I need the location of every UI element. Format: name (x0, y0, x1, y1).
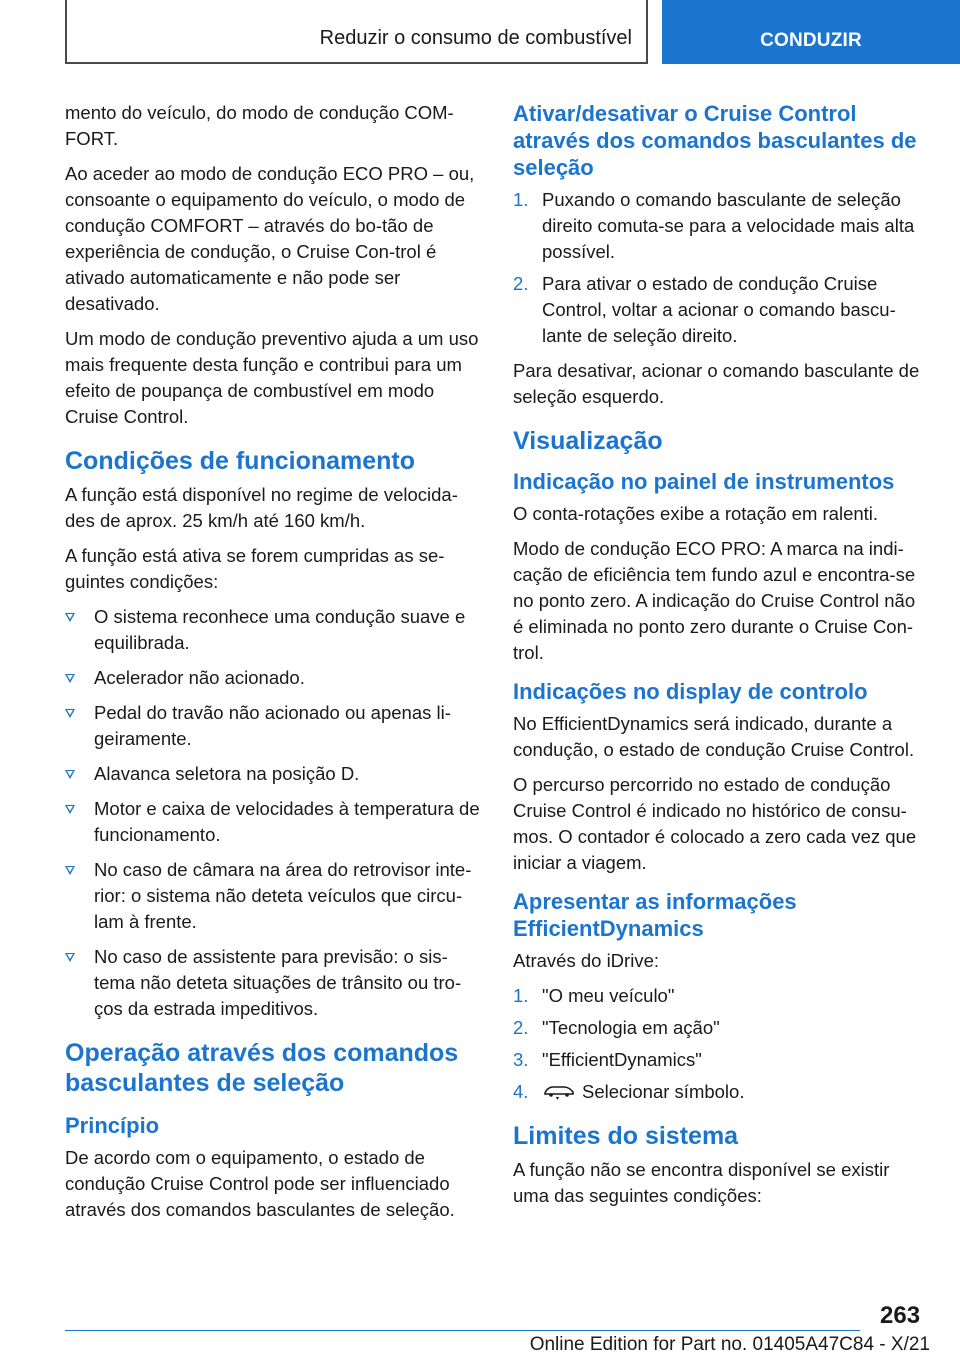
heading-operation: Operação através dos comandos basculantes de seleção (65, 1039, 459, 1097)
list-item: Alavanca seletora na posição D. (65, 761, 480, 787)
list-item: Acelerador não acionado. (65, 665, 480, 691)
heading-limits: Limites do sistema (513, 1122, 739, 1150)
paragraph: A função está ativa se forem cumpridas as se-guintes condições: (65, 545, 445, 592)
conditions-list (65, 604, 480, 1022)
heading-info: Apresentar as informações EfficientDynamics (513, 889, 797, 941)
triangle-bullet-icon (65, 805, 75, 814)
list-item: 3. "EfficientDynamics" (513, 1049, 702, 1070)
chapter-title: Reduzir o consumo de combustível (319, 27, 632, 49)
paragraph: Um modo de condução preventivo ajuda a um uso mais frequente desta função e contribui para um efeito de poupança de combustível em modo Cruise Control. (65, 328, 479, 427)
list-item: Pedal do travão não acionado ou apenas li-geiramente. (65, 700, 480, 752)
section-label: CONDUZIR (760, 30, 862, 51)
triangle-bullet-icon (65, 613, 75, 622)
edition-info: Online Edition for Part no. 01405A47C84 - X/21 (529, 1334, 930, 1355)
list-item: 1. Puxando o comando basculante de seleção direito comuta-se para a velocidade mais alta possível. (513, 189, 915, 262)
footer-divider (65, 1330, 860, 1331)
paragraph: Modo de condução ECO PRO: A marca na indi-cação de eficiência tem fundo azul e encontra-se no ponto zero. A indicação do Cruise Control não é eliminada no ponto zero durante o Cruise Con-trol. (513, 538, 916, 663)
triangle-bullet-icon (65, 674, 75, 683)
list-item: No caso de câmara na área do retrovisor inte-rior: o sistema não deteta veículos que circu-lam à frente. (65, 857, 480, 935)
heading-instrument: Indicação no painel de instrumentos (513, 469, 895, 494)
heading-activate: Ativar/desativar o Cruise Control através dos comandos basculantes de seleção (513, 101, 917, 180)
triangle-bullet-icon (65, 770, 75, 779)
paragraph: A função está disponível no regime de velocida-des de aprox. 25 km/h até 160 km/h. (65, 484, 458, 531)
page-number: 263 (880, 1302, 921, 1329)
paragraph: Ao aceder ao modo de condução ECO PRO – ou, consoante o equipamento do veículo, o modo de condução COMFORT – através do bo-tão de experiência de condução, o Cruise Con-trol é ativado automaticamente e não pode ser desativado. (65, 163, 475, 314)
paragraph: De acordo com o equipamento, o estado de condução Cruise Control pode ser influenciado através dos comandos basculantes de seleção. (65, 1147, 455, 1220)
triangle-bullet-icon (65, 953, 75, 962)
paragraph: mento do veículo, do modo de condução COM-FORT. (65, 102, 454, 149)
chapter-header (65, 0, 648, 64)
activate-steps (513, 187, 928, 349)
car-symbol-icon (542, 1081, 576, 1101)
idrive-steps (513, 983, 928, 1105)
list-item: No caso de assistente para previsão: o sis-tema não deteta situações de trânsito ou tro-ços da estrada impeditivos. (65, 944, 480, 1022)
triangle-bullet-icon (65, 709, 75, 718)
right-column (513, 100, 928, 1218)
section-tab (662, 0, 960, 64)
heading-control-display: Indicações no display de controlo (513, 679, 868, 704)
heading-conditions: Condições de funcionamento (65, 447, 416, 475)
paragraph: O conta-rotações exibe a rotação em ralenti. (513, 503, 879, 524)
list-item: 2. "Tecnologia em ação" (513, 1017, 720, 1038)
paragraph: No EfficientDynamics será indicado, durante a condução, o estado de condução Cruise Control. (513, 713, 915, 760)
list-item: Motor e caixa de velocidades à temperatura de funcionamento. (65, 796, 480, 848)
list-item: O sistema reconhece uma condução suave e equilibrada. (65, 604, 480, 656)
paragraph: A função não se encontra disponível se existir uma das seguintes condições: (513, 1159, 890, 1206)
list-item: 2. Para ativar o estado de condução Cruise Control, voltar a acionar o comando bascu-lante de seleção direito. (513, 273, 896, 346)
paragraph: O percurso percorrido no estado de condução Cruise Control é indicado no histórico de consu-mos. O contador é colocado a zero cada vez que iniciar a viagem. (513, 774, 917, 873)
heading-principle: Princípio (65, 1113, 160, 1138)
list-item: 4. Selecionar símbolo. (513, 1081, 745, 1102)
heading-display: Visualização (513, 427, 663, 455)
paragraph: Para desativar, acionar o comando basculante de seleção esquerdo. (513, 360, 920, 407)
left-column (65, 100, 480, 1232)
list-item: 1. "O meu veículo" (513, 985, 675, 1006)
paragraph: Através do iDrive: (513, 950, 659, 971)
triangle-bullet-icon (65, 866, 75, 875)
